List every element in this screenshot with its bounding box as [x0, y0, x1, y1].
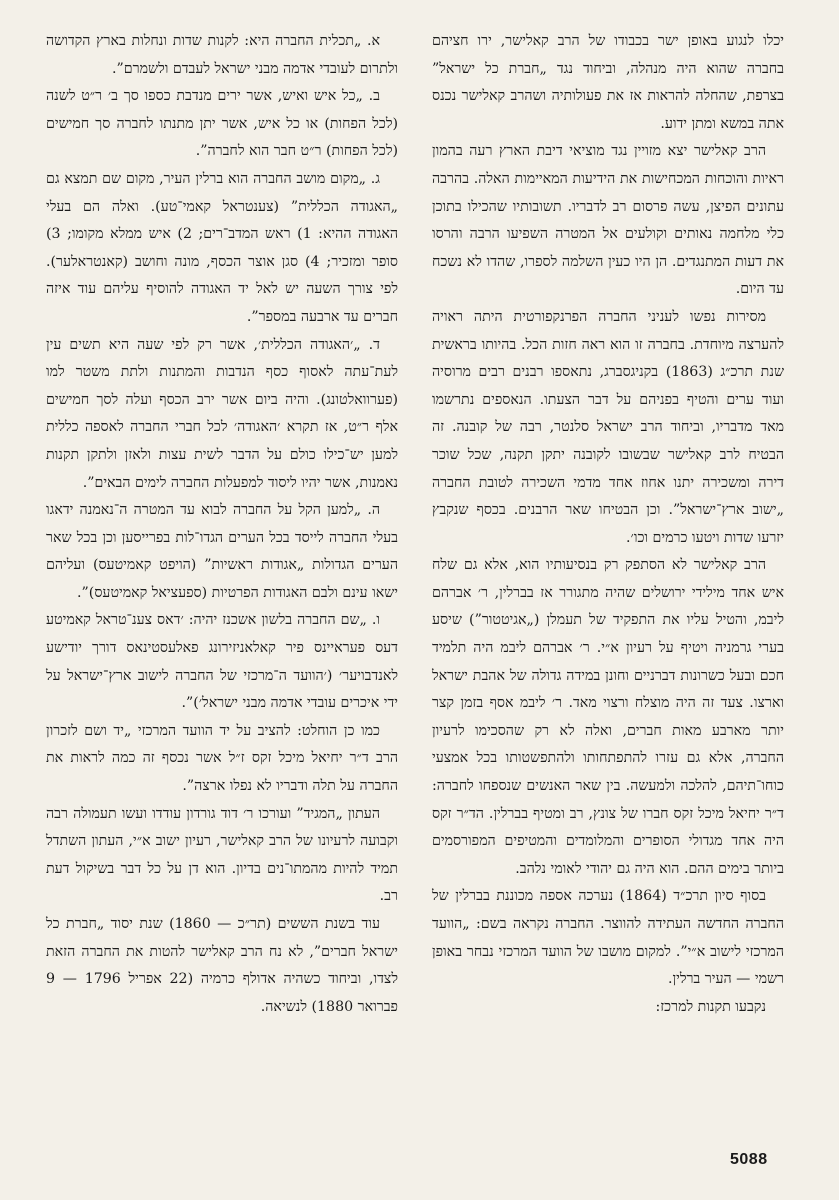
paragraph: יכלו לנגוע באופן ישר בכבודו של הרב קאלישר, ירו חציהם בחברה שהוא היה מנהלה, וביחוד נגד „חברת כל ישראל” בצרפת, שהחלה להראות אז את פעולותיה ושהרב קאלישר נכנס אתה במשא ומתן ידוע.	[432, 33, 784, 132]
paragraph: כמו כן הוחלט: להציב על יד הוועד המרכזי „יד ושם לזכרון הרב ד״ר יחיאל מיכל זקס ז״ל אשר נכסף זה כמה לראות את החברה על תלה ודבריו לא נפלו ארצה”.	[46, 722, 398, 795]
regulation-item: ג. „מקום מושב החברה הוא ברלין העיר, מקום שם תמצא גם „האגודה הכללית” (צענטראל קאמי־טע). ואלה הם בעלי האגודה ההיא: 1) ראש המדב־רים; 2) איש ממלא מקומו; 3) סופר ומזכיר; 4) סגן אוצר הכסף, מונה וחושב (קאנטראלער). לפי צורך השעה יש לאל יד האגודה להוסיף עליהם עוד איזה חברים עד ארבעה במספר”.	[46, 170, 399, 325]
regulation-item: ה. „למען הקל על החברה לבוא עד המטרה ה־נאמנה ידאגו בעלי החברה לייסד בכל הערים הגדו־לות בפרייסען וכן בכל שאר הערים הגדולות „אגודות ראשיות” (הויפט קאמיטעס) ועליהם ישאו עינם ולבם האגודות הפרטיות (ספעציאל קאמיטעס)”.	[46, 502, 398, 601]
paragraph: מסירות נפשו לעניני החברה הפרנקפורטית היתה ראויה להערצה מיוחדת. בחברה זו הוא ראה חזות הכל. בהיותו בראשית שנת תרכ״ג (1863) בקניגסברג, נתאספו רבנים רבים מרוסיה ועוד ערים והטיף בפניהם על דבר הצעתו. הנאספים נתרשמו מאד מדבריו, וביחוד הרב ישראל סלנטר, רבה של קובנה. זה הבטיח לרב קאלישר שבשובו לקובנה יתקן תקנה, שכל שוכר דירה ומשכירה יתנו אחוז אחד מדמי השכירה לטובת החברה „ישוב ארץ־ישראל”. וכן הבטיחו שאר הרבנים. בכסף שנקבץ יזרעו שדות ויטעו כרמים וכו׳.	[432, 308, 784, 546]
paragraph: הרב קאלישר לא הסתפק רק בנסיעותיו הוא, אלא גם שלח איש אחד מילידי ירושלים שהיה מתגורר אז בברלין, ר׳ אברהם ליבמ, והטיל עליו את התפקיד של תעמלן („אגיטטור”) שיסע בערי גרמניה ויטיף על רעיון א״י. ר׳ אברהם ליבמ היה תלמיד חכם ובעל כשרונות דברניים וחונן במידה גדולה של אהבת ישראל וארצו. צעד זה היה מוצלח ורצוי מאד. ר׳ ליבמ אסף בזמן קצר יותר מארבע מאות חברים, ואלה לא רק שהסכימו לרעיון החברה, אלא גם עזרו להתפתחותו ולהתפשטותו בכל אמצעי כוחו־תיהם, להלכה ולמעשה. בין שאר האנשים שנספחו לחברה: ד״ר יחיאל מיכל זקס חברו של צונץ, רב ומטיף בברלין. הד״ר זקס היה אחד מגדולי הסופרים והמלומדים והמטיפים המפורסמים ביותר בימים ההם. הוא היה גם יהודי לאומי נלהב.	[432, 557, 784, 877]
right-text-column	[432, 28, 784, 1021]
page-number: 5088	[730, 1151, 768, 1168]
paragraph: עוד בשנת הששים (תר״כ — 1860) שנת יסוד „חברת כל ישראל חברים”, לא נח הרב קאלישר להטות את החברה הזאת לצדו, וביחוד כשהיה אדולף כרמיה (22 אפריל 1796 — 9 פברואר 1880) לנשיאה.	[46, 916, 399, 1015]
regulation-item: ב. „כל איש ואיש, אשר ירים מנדבת כספו סך ב׳ ר״ט לשנה (לכל הפחות) או כל איש, אשר יתן מתנתו לחברה סך חמישים (לכל הפחות) ר״ט חבר הוא לחברה”.	[46, 88, 398, 160]
paragraph: נקבעו תקנות למרכז:	[655, 998, 766, 1015]
paragraph: הרב קאלישר יצא מזויין נגד מוציאי דיבת הארץ רעה בהמון ראיות והוכחות המכחישות את הידיעות המאיימות האלה. בהרבה עתונים הפיצן, עשה פרסום רב לדבריו. תשובותיו שהכילו בתוכן כלי מלחמה נאותים וקולעים אל המטרה השפיעו הרבה והרסו את דעות המתנגדים. הן היו כעין השלמה לספרו, שהדו לא נשכח עד היום.	[432, 143, 784, 298]
regulation-item: ו. „שם החברה בלשון אשכנז יהיה: ׳דאס צענ־טראל קאמיטע דעס פעראיינס פיר קאלאניזירונג פאלעסטינאס דורך יודישע לאנדבויער׳ (׳הוועד ה־מרכזי של החברה לישוב ארץ־ישראל על ידי איכרים עובדי אדמה מבני ישראל׳)”.	[46, 612, 398, 712]
regulation-item: ד. „׳האגודה הכללית׳, אשר רק לפי שעה היא תשים עין לעת־עתה לאסוף כסף הנדבות והמתנות ולתת משטר למו (פערוואלטונג). והיה ביום אשר ירב הכסף ועלה לסך חמישים אלף ר״ט, אז תקרא ׳האגודה׳ לכל חברי החברה לאספה כללית למען יש־כילו כולם על הדבר לשית עצות ולאזן ולתקן תקנות נאמנות, אשר יהיו ליסוד למפעלות החברה לימים הבאים”.	[46, 336, 398, 491]
paragraph: בסוף סיון תרכ״ד (1864) נערכה אספה מכוננת בברלין של החברה החדשה העתידה להווצר. החברה נקראה בשם: „הוועד המרכזי לישוב א״י”. למקום מושבו של הוועד המרכזי נבחר באופן רשמי — העיר ברלין.	[432, 888, 784, 988]
left-text-column	[46, 28, 398, 1021]
paragraph: העתון „המגיד” ועורכו ר׳ דוד גורדון עודדו ועשו תעמולה רבה וקבועה לרעיונו של הרב קאלישר, רעיון ישוב א״י, העתון השתדל תמיד להיות מהמתו־נים בדיון. הוא דן על כל דבר בשיקול דעת רב.	[46, 805, 398, 905]
regulation-item: א. „תכלית החברה היא: לקנות שדות ונחלות בארץ הקדושה ולתרום לעובדי אדמה מבני ישראל לעבדם ולשמרם”.	[46, 33, 398, 77]
